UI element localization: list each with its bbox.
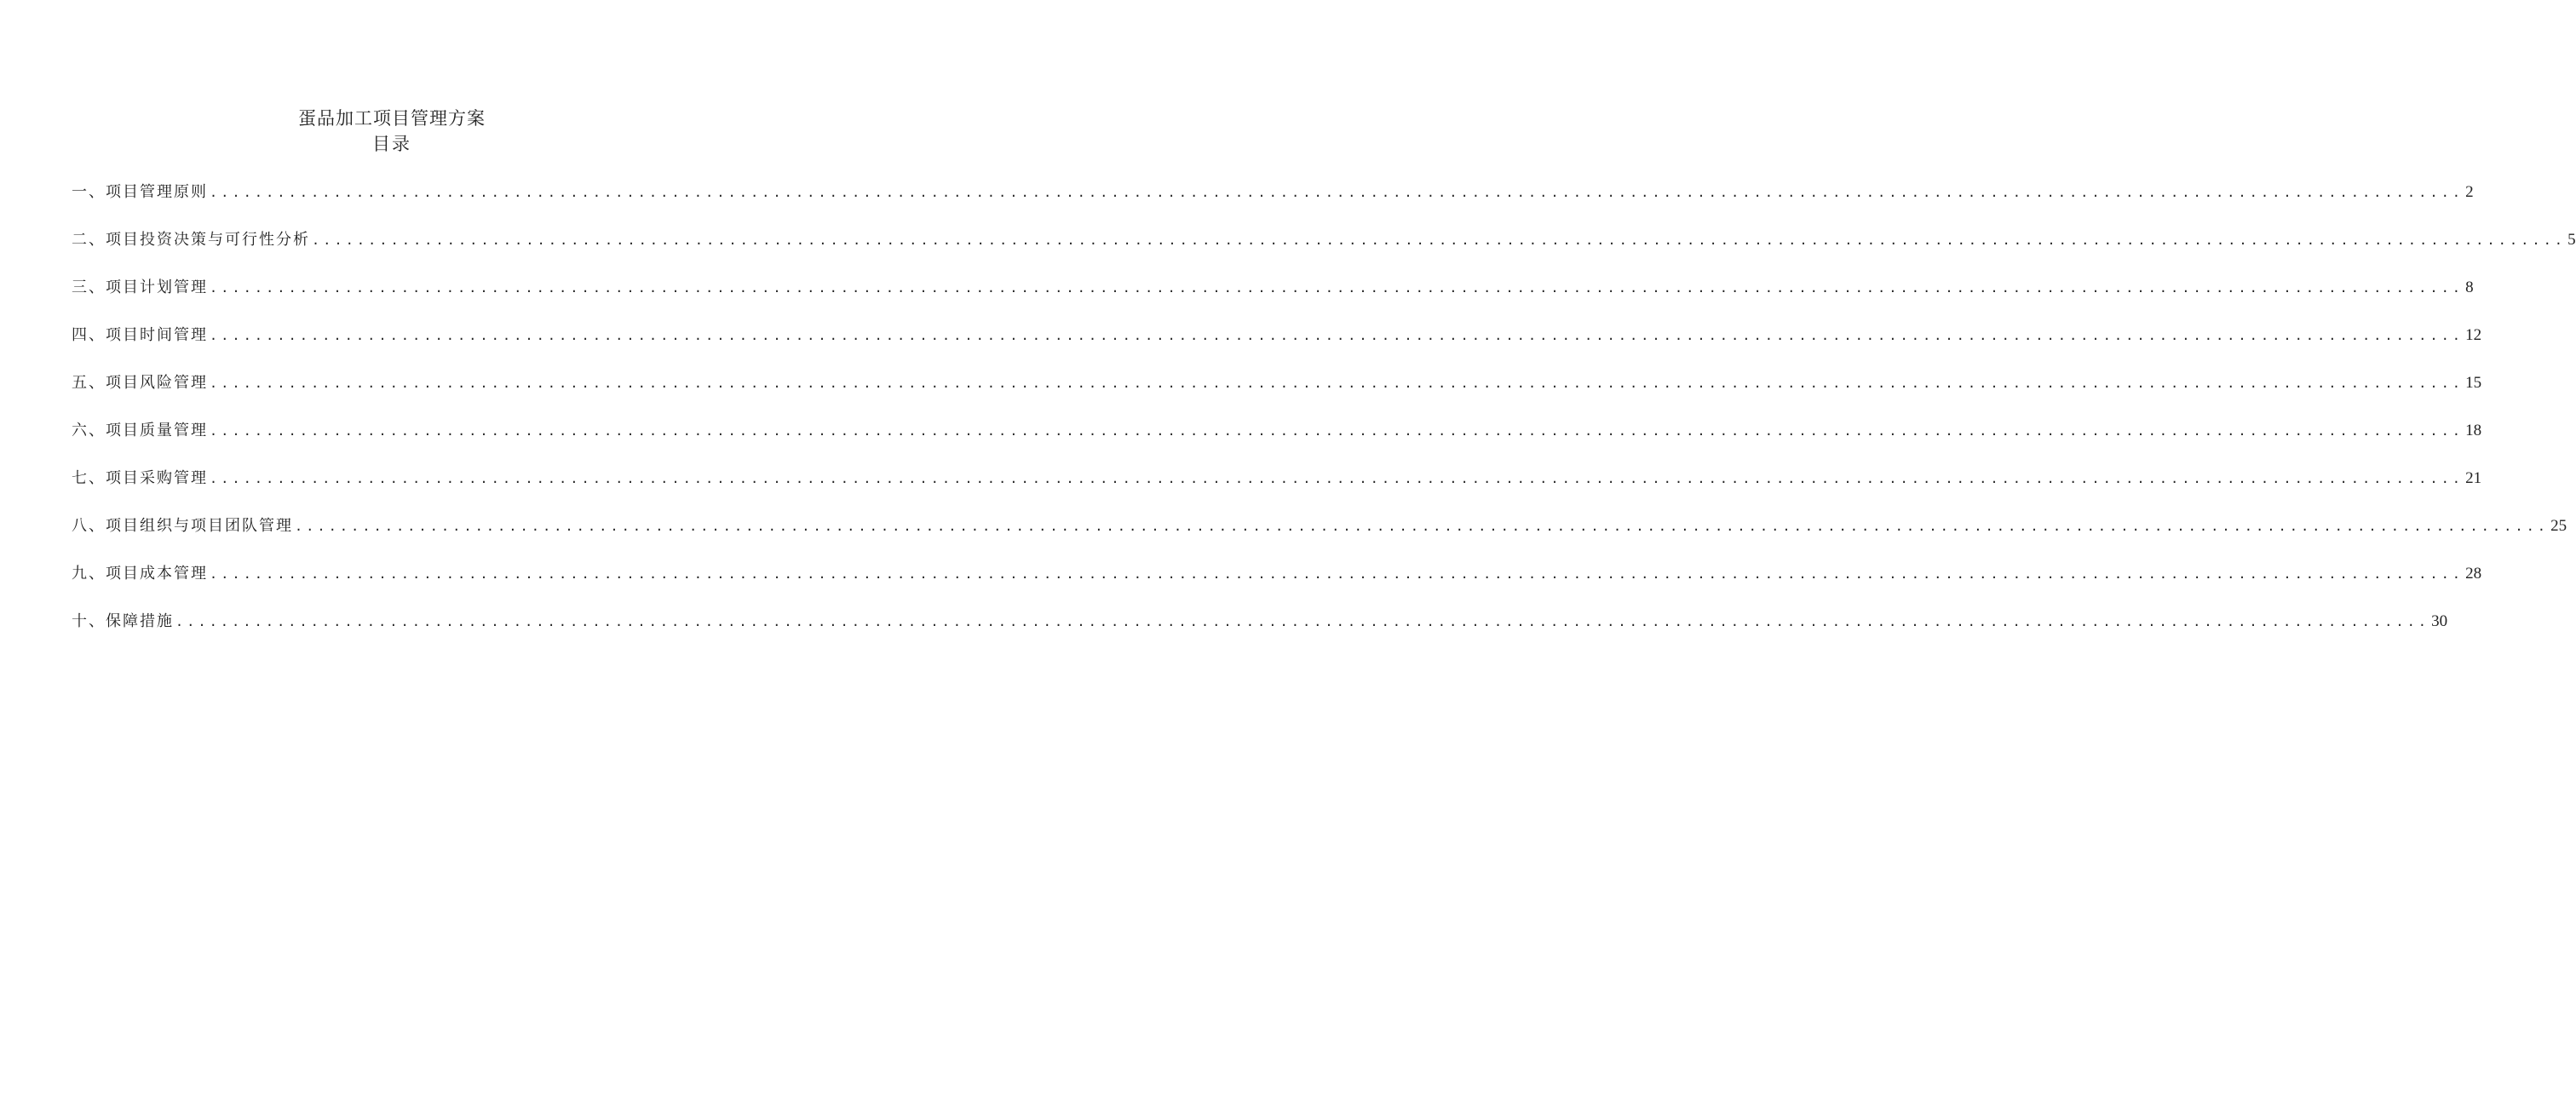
toc-entry-label: 二、项目投资决策与可行性分析 xyxy=(72,231,310,249)
toc-entry[interactable] xyxy=(72,181,2474,228)
toc-dot-leader: ........................................................................................................................................................................................................ xyxy=(175,614,2430,629)
toc-entry[interactable] xyxy=(72,467,2482,514)
toc-entry-label: 五、项目风险管理 xyxy=(72,374,208,392)
toc-entry-label: 七、项目采购管理 xyxy=(72,469,208,487)
toc-entry[interactable] xyxy=(72,419,2482,467)
toc-dot-leader: ........................................................................................................................................................................................................ xyxy=(312,233,2567,248)
toc-entry-page-number: 25 xyxy=(2550,517,2567,535)
table-of-contents xyxy=(72,181,2576,657)
toc-entry-label: 六、项目质量管理 xyxy=(72,422,208,439)
toc-entry-label: 一、项目管理原则 xyxy=(72,183,208,201)
toc-entry-label: 九、项目成本管理 xyxy=(72,565,208,583)
toc-entry-page-number: 8 xyxy=(2465,278,2474,296)
toc-entry-page-number: 2 xyxy=(2465,183,2474,201)
toc-entry-page-number: 12 xyxy=(2465,326,2482,344)
toc-dot-leader: ........................................................................................................................................................................................................ xyxy=(210,280,2464,296)
toc-entry-page-number: 21 xyxy=(2465,469,2482,487)
toc-entry-page-number: 18 xyxy=(2465,422,2482,439)
toc-dot-leader: ........................................................................................................................................................................................................ xyxy=(210,376,2464,391)
toc-entry-label: 三、项目计划管理 xyxy=(72,278,208,296)
toc-entry-page-number: 5 xyxy=(2567,231,2576,249)
toc-entry[interactable] xyxy=(72,562,2482,610)
toc-entry-page-number: 28 xyxy=(2465,565,2482,583)
toc-dot-leader: ........................................................................................................................................................................................................ xyxy=(210,471,2464,486)
toc-entry[interactable] xyxy=(72,228,2576,276)
toc-entry[interactable] xyxy=(72,610,2448,657)
toc-entry[interactable] xyxy=(72,514,2567,562)
toc-entry-label: 四、项目时间管理 xyxy=(72,326,208,344)
toc-entry[interactable] xyxy=(72,276,2474,324)
toc-entry-label: 八、项目组织与项目团队管理 xyxy=(72,517,293,535)
document-title: 蛋品加工项目管理方案 xyxy=(298,108,486,129)
toc-dot-leader: ........................................................................................................................................................................................................ xyxy=(210,185,2464,200)
toc-entry[interactable] xyxy=(72,371,2482,419)
toc-entry-label: 十、保障措施 xyxy=(72,612,174,630)
toc-dot-leader: ........................................................................................................................................................................................................ xyxy=(210,328,2464,343)
toc-entry[interactable] xyxy=(72,324,2482,371)
toc-dot-leader: ........................................................................................................................................................................................................ xyxy=(295,519,2550,534)
toc-entry-page-number: 15 xyxy=(2465,374,2482,392)
toc-heading: 目录 xyxy=(372,134,411,154)
toc-entry-page-number: 30 xyxy=(2431,612,2448,630)
toc-dot-leader: ........................................................................................................................................................................................................ xyxy=(210,423,2464,439)
toc-dot-leader: ........................................................................................................................................................................................................ xyxy=(210,566,2464,582)
